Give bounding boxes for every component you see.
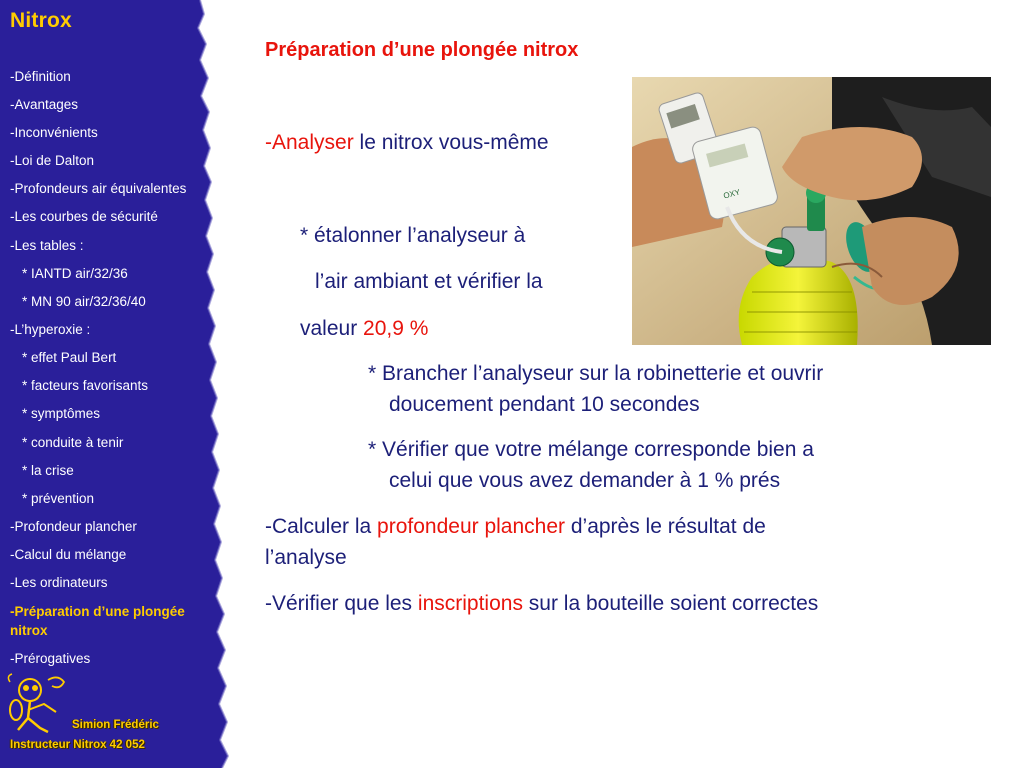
step2-line1: * Brancher l’analyseur sur la robinetterie et ouvrir [368,362,824,385]
analyser-line [265,128,549,158]
sidebar-item-les-tables[interactable]: -Les tables : [10,238,84,253]
sidebar-item-avantages[interactable]: -Avantages [10,97,79,112]
sidebar-item-mn90[interactable]: * MN 90 air/32/36/40 [22,294,146,309]
step1-line2: l’air ambiant et vérifier la [315,270,543,293]
sidebar-item-hyperoxie[interactable]: -L’hyperoxie : [10,322,91,337]
calibration-value: 20,9 % [363,317,429,340]
sidebar-item-conduite-a-tenir[interactable]: * conduite à tenir [22,435,124,450]
step1-line3 [300,314,428,344]
sidebar-item-loi-de-dalton[interactable]: -Loi de Dalton [10,153,95,168]
calculate-line2: l’analyse [265,546,347,569]
sidebar-item-definition[interactable]: -Définition [10,69,71,84]
step2-line2: doucement pendant 10 secondes [389,393,700,416]
sidebar-title: Nitrox [10,9,72,32]
analyser-word: Analyser [272,131,354,154]
calculate-rest: d’après le résultat de [565,515,766,538]
step1-line1: * étalonner l’analyseur à [300,224,526,247]
analyser-prefix: - [265,131,272,154]
sidebar-item-courbes-de-securite[interactable]: -Les courbes de sécurité [10,209,158,224]
verify-highlight: inscriptions [417,592,523,615]
step3-line2: celui que vous avez demander à 1 % prés [389,469,781,492]
svg-text:OXY: OXY [722,187,742,201]
calculate-highlight: profondeur plancher [377,515,566,538]
sidebar-item-la-crise[interactable]: * la crise [22,463,74,478]
diver-logo [4,670,74,736]
author-name: Simion Frédéric [72,719,159,731]
author-role: Instructeur Nitrox 42 052 [10,739,145,751]
verify-line [265,589,818,619]
verify-rest: sur la bouteille soient correctes [522,592,819,615]
sidebar-item-prevention[interactable]: * prévention [22,491,95,506]
verify-prefix: -Vérifier que les [265,592,418,615]
sidebar-item-facteurs-favorisants[interactable]: * facteurs favorisants [22,378,149,393]
sidebar-item-prerogatives[interactable]: -Prérogatives [10,651,91,666]
sidebar-item-effet-paul-bert[interactable]: * effet Paul Bert [22,350,117,365]
sidebar-item-symptomes[interactable]: * symptômes [22,406,101,421]
sidebar-item-profondeurs-air-equivalentes[interactable]: -Profondeurs air équivalentes [10,181,187,196]
analyser-photo [632,77,991,345]
analyser-rest: le nitrox vous-même [353,131,549,154]
sidebar-item-profondeur-plancher[interactable]: -Profondeur plancher [10,519,137,534]
sidebar-item-calcul-du-melange[interactable]: -Calcul du mélange [10,547,127,562]
sidebar [0,0,225,768]
calculate-line [265,512,766,542]
step1-value-prefix: valeur [300,317,364,340]
sidebar-item-preparation-plongee-nitrox[interactable]: -Préparation d’une plongée nitrox [10,604,185,638]
calculate-prefix: -Calculer la [265,515,378,538]
sidebar-item-inconvenients[interactable]: -Inconvénients [10,125,98,140]
sidebar-item-iantd[interactable]: * IANTD air/32/36 [22,266,128,281]
sidebar-item-les-ordinateurs[interactable]: -Les ordinateurs [10,575,108,590]
page-title: Préparation d’une plongée nitrox [265,39,579,61]
step3-line1: * Vérifier que votre mélange corresponde bien a [368,438,814,461]
